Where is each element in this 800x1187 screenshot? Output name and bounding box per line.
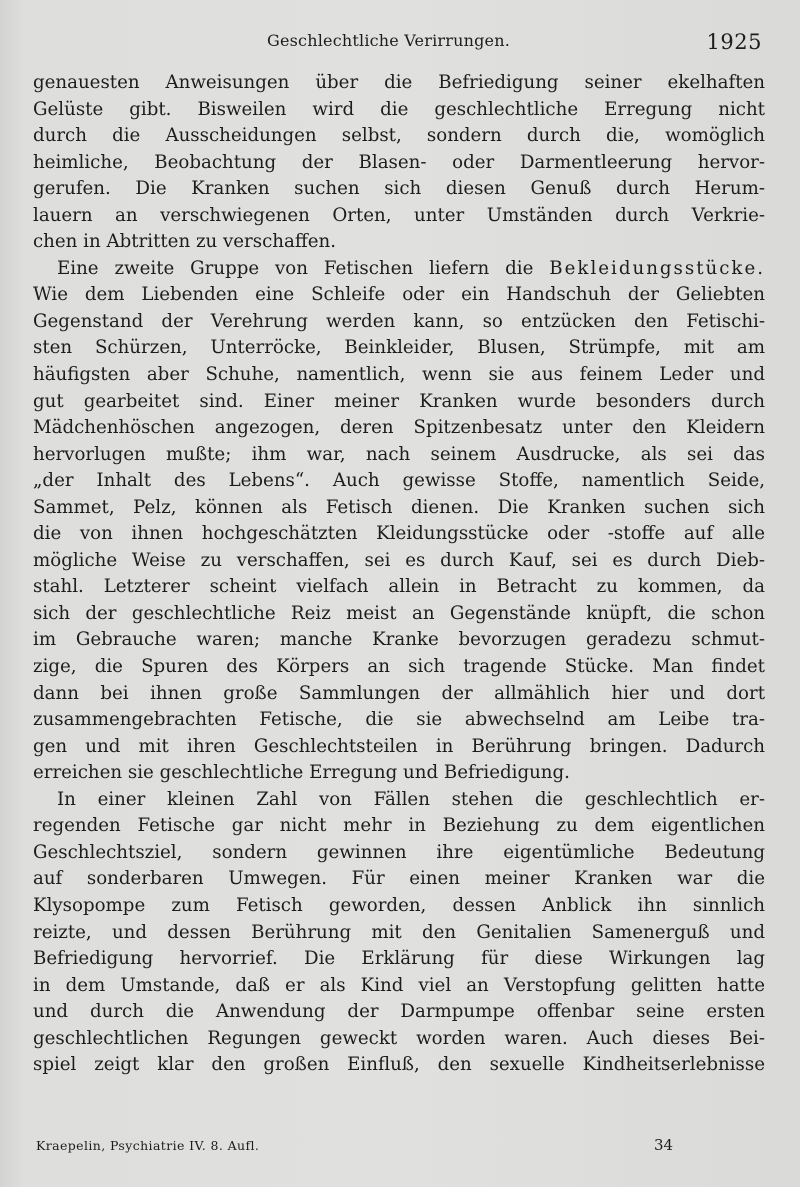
text-line: Gegenstand der Verehrung werden kann, so entzücken den Fetischi- [33,310,765,332]
text-line: hervorlugen mußte; ihm war, nach seinem Ausdrucke, als sei das [33,443,765,465]
text-line: erreichen sie geschlechtliche Erregung und Befriedigung. [33,762,570,784]
text-line: Sammet, Pelz, können als Fetisch dienen. Die Kranken suchen sich [33,496,765,518]
text-line: durch die Ausscheidungen selbst, sondern durch die, womöglich [33,125,765,147]
text-line: in dem Umstande, daß er als Kind viel an Verstopfung gelitten hatte [33,974,765,996]
text-line: zusammengebrachten Fetische, die sie abwechselnd am Leibe tra- [33,709,765,731]
text-line: sich der geschlechtliche Reiz meist an Gegenstände knüpft, die schon [33,602,765,624]
text-line: gerufen. Die Kranken suchen sich diesen Genuß durch Herum- [33,178,765,200]
text-line: und durch die Anwendung der Darmpumpe offenbar seine ersten [33,1001,765,1023]
sheet-signature: 34 [654,1136,674,1154]
text-line: Klysopompe zum Fetisch geworden, dessen Anblick ihn sinnlich [33,894,765,916]
text-line: reizte, und dessen Berührung mit den Genitalien Samenerguß und [33,921,765,943]
text-line: „der Inhalt des Lebens“. Auch gewisse Stoffe, namentlich Seide, [33,470,765,492]
text-line: Mädchenhöschen angezogen, deren Spitzenbesatz unter den Kleidern [33,417,765,439]
text-line: gut gearbeitet sind. Einer meiner Kranken wurde besonders durch [33,390,765,412]
text-line: mögliche Weise zu verschaffen, sei es durch Kauf, sei es durch Dieb- [33,549,765,571]
text-line: gen und mit ihren Geschlechtsteilen in Berührung bringen. Dadurch [33,735,765,757]
source-note: Kraepelin, Psychiatrie IV. 8. Aufl. [36,1138,260,1153]
text-line: sten Schürzen, Unterröcke, Beinkleider, Blusen, Strümpfe, mit am [33,337,765,359]
text-line: chen in Abtritten zu verschaffen. [33,231,337,253]
text-line: zige, die Spuren des Körpers an sich tragende Stücke. Man findet [33,656,765,678]
text-line: spiel zeigt klar den großen Einfluß, den sexuelle Kindheitserlebnisse [33,1054,765,1076]
text-line: Wie dem Liebenden eine Schleife oder ein Handschuh der Geliebten [33,284,765,306]
text-span: Eine zweite Gruppe von Fetischen liefern die [57,257,534,279]
text-line: geschlechtlichen Regungen geweckt worden waren. Auch dieses Bei- [33,1027,765,1049]
body-text [33,70,765,1079]
running-head: Geschlechtliche Verirrungen. [267,31,510,50]
paragraph-start-line [33,256,765,283]
text-line: lauern an verschwiegenen Orten, unter Umständen durch Verkrie- [33,204,765,226]
text-line: Geschlechtsziel, sondern gewinnen ihre eigentümliche Bedeutung [33,841,765,863]
text-line: im Gebrauche waren; manche Kranke bevorzugen geradezu schmut- [33,629,765,651]
text-line: regenden Fetische gar nicht mehr in Beziehung zu dem eigentlichen [33,815,765,837]
text-line: Befriedigung hervorrief. Die Erklärung für diese Wirkungen lag [33,948,765,970]
text-line: Gelüste gibt. Bisweilen wird die geschlechtliche Erregung nicht [33,98,765,120]
text-line: heimliche, Beobachtung der Blasen- oder Darmentleerung hervor- [33,151,765,173]
text-line: die von ihnen hochgeschätzten Kleidungsstücke oder -stoffe auf alle [33,523,765,545]
text-line: genauesten Anweisungen über die Befriedigung seiner ekelhaften [33,72,765,93]
page-number: 1925 [706,30,762,54]
text-line: dann bei ihnen große Sammlungen der allmählich hier und dort [33,682,765,704]
spaced-term: Bekleidungsstücke. [549,257,765,279]
text-line: stahl. Letzterer scheint vielfach allein in Betracht zu kommen, da [33,576,765,598]
text-line: In einer kleinen Zahl von Fällen stehen die geschlechtlich er- [57,788,765,810]
text-line: häufigsten aber Schuhe, namentlich, wenn sie aus feinem Leder und [33,364,765,386]
text-line: auf sonderbaren Umwegen. Für einen meiner Kranken war die [33,868,765,890]
